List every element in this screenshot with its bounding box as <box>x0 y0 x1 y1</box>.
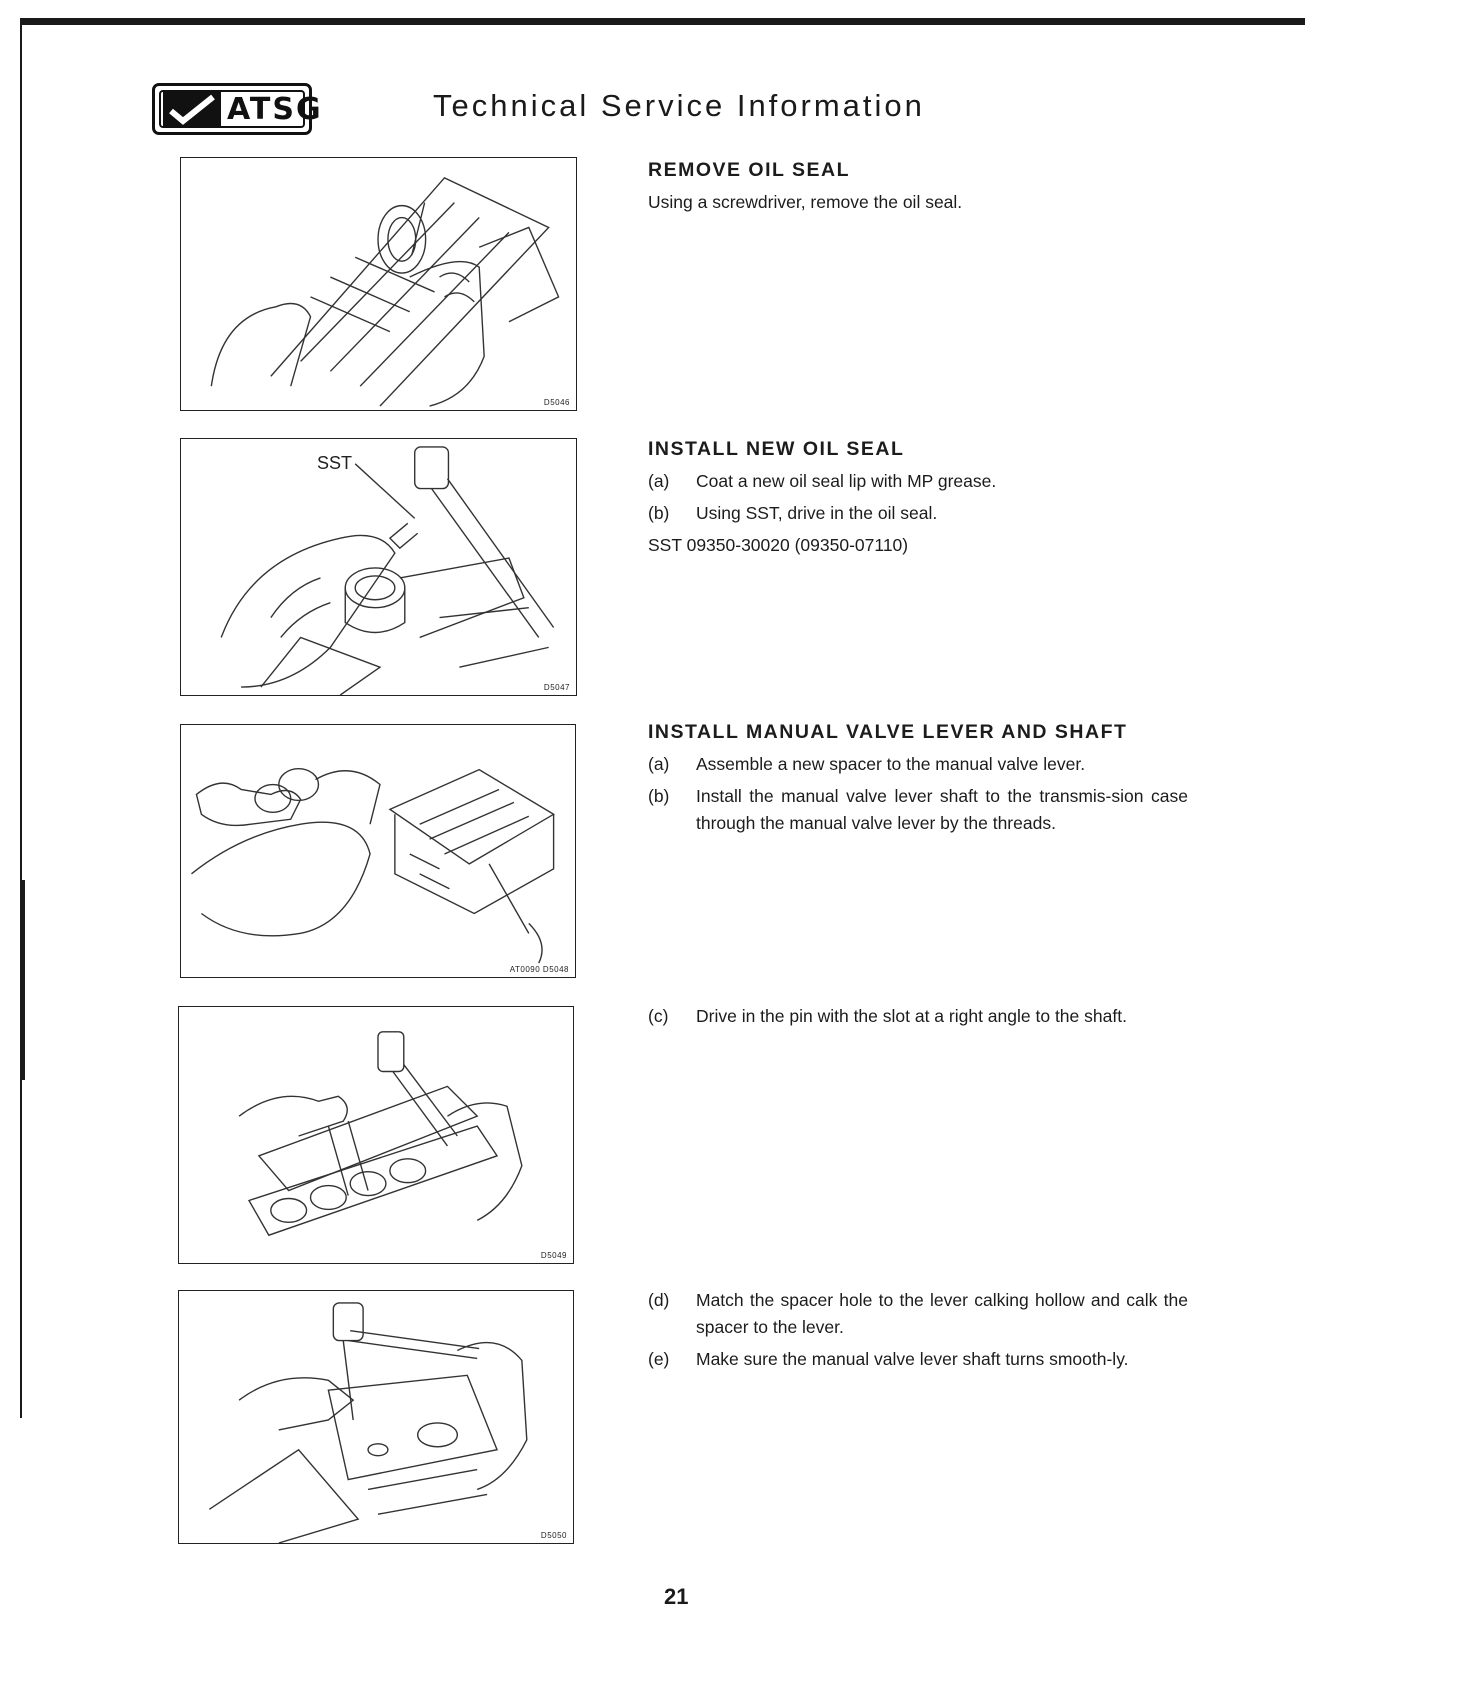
sst-part-number: SST 09350-30020 (09350-07110) <box>648 535 909 556</box>
step-item <box>648 751 1188 778</box>
step-marker: (b) <box>648 786 670 807</box>
step-text: Make sure the manual valve lever shaft turns smooth-ly. <box>696 1349 1129 1370</box>
figure-code: D5050 <box>540 1531 567 1540</box>
step-marker: (b) <box>648 503 670 524</box>
step-text: Assemble a new spacer to the manual valve lever. <box>696 754 1086 775</box>
section-text: Using a screwdriver, remove the oil seal. <box>648 192 963 213</box>
section-remove-oil-seal <box>648 155 1188 216</box>
figure-calk-spacer <box>178 1290 574 1544</box>
step-text: Coat a new oil seal lip with MP grease. <box>696 471 997 492</box>
figure-code: D5047 <box>543 683 570 692</box>
step-item <box>648 783 1188 837</box>
section-install-new-oil-seal <box>648 434 1188 560</box>
illustration-remove-oil-seal <box>181 158 576 410</box>
binding-mark <box>20 880 25 1080</box>
figure-code: D5046 <box>543 398 570 407</box>
figure-code: D5049 <box>540 1251 567 1260</box>
atsg-logo <box>152 83 323 135</box>
section-title: REMOVE OIL SEAL <box>648 159 850 181</box>
checkmark-icon <box>163 91 221 127</box>
figure-remove-oil-seal <box>180 157 577 411</box>
illustration-install-valve-lever <box>181 725 575 977</box>
section-calk-spacer <box>648 1287 1188 1378</box>
page-number: 21 <box>664 1584 689 1609</box>
left-margin-rule <box>20 18 22 1418</box>
step-marker: (a) <box>648 471 670 492</box>
section-drive-in-pin <box>648 1003 1188 1035</box>
section-title: INSTALL NEW OIL SEAL <box>648 438 905 460</box>
step-marker: (d) <box>648 1290 670 1310</box>
step-marker: (a) <box>648 754 670 775</box>
step-marker: (e) <box>648 1349 670 1370</box>
step-text: Match the spacer hole to the lever calking hollow and calk the spacer to the lever. <box>696 1290 1188 1338</box>
step-marker: (c) <box>648 1006 669 1026</box>
section-install-manual-valve-lever <box>648 717 1188 843</box>
figure-drive-in-pin <box>178 1006 574 1264</box>
step-item <box>648 1287 1188 1341</box>
top-rule <box>20 18 1305 25</box>
step-item <box>648 500 1188 527</box>
figure-code: AT0090 D5048 <box>509 965 569 974</box>
illustration-install-oil-seal <box>181 439 576 695</box>
step-item <box>648 1003 1188 1030</box>
step-text: Install the manual valve lever shaft to the transmis-sion case through the manual valve lever by the threads. <box>696 786 1188 834</box>
step-text: Using SST, drive in the oil seal. <box>696 503 938 524</box>
illustration-calk-spacer <box>179 1291 573 1543</box>
logo-text: ATSG <box>227 91 323 127</box>
step-item <box>648 468 1188 495</box>
page-title: Technical Service Information <box>433 88 925 123</box>
step-item <box>648 1346 1188 1373</box>
figure-install-valve-lever <box>180 724 576 978</box>
section-title: INSTALL MANUAL VALVE LEVER AND SHAFT <box>648 721 1128 743</box>
illustration-drive-in-pin <box>179 1007 573 1263</box>
step-text: Drive in the pin with the slot at a right angle to the shaft. <box>696 1006 1127 1026</box>
figure-install-oil-seal <box>180 438 577 696</box>
sst-callout: SST <box>317 453 353 473</box>
